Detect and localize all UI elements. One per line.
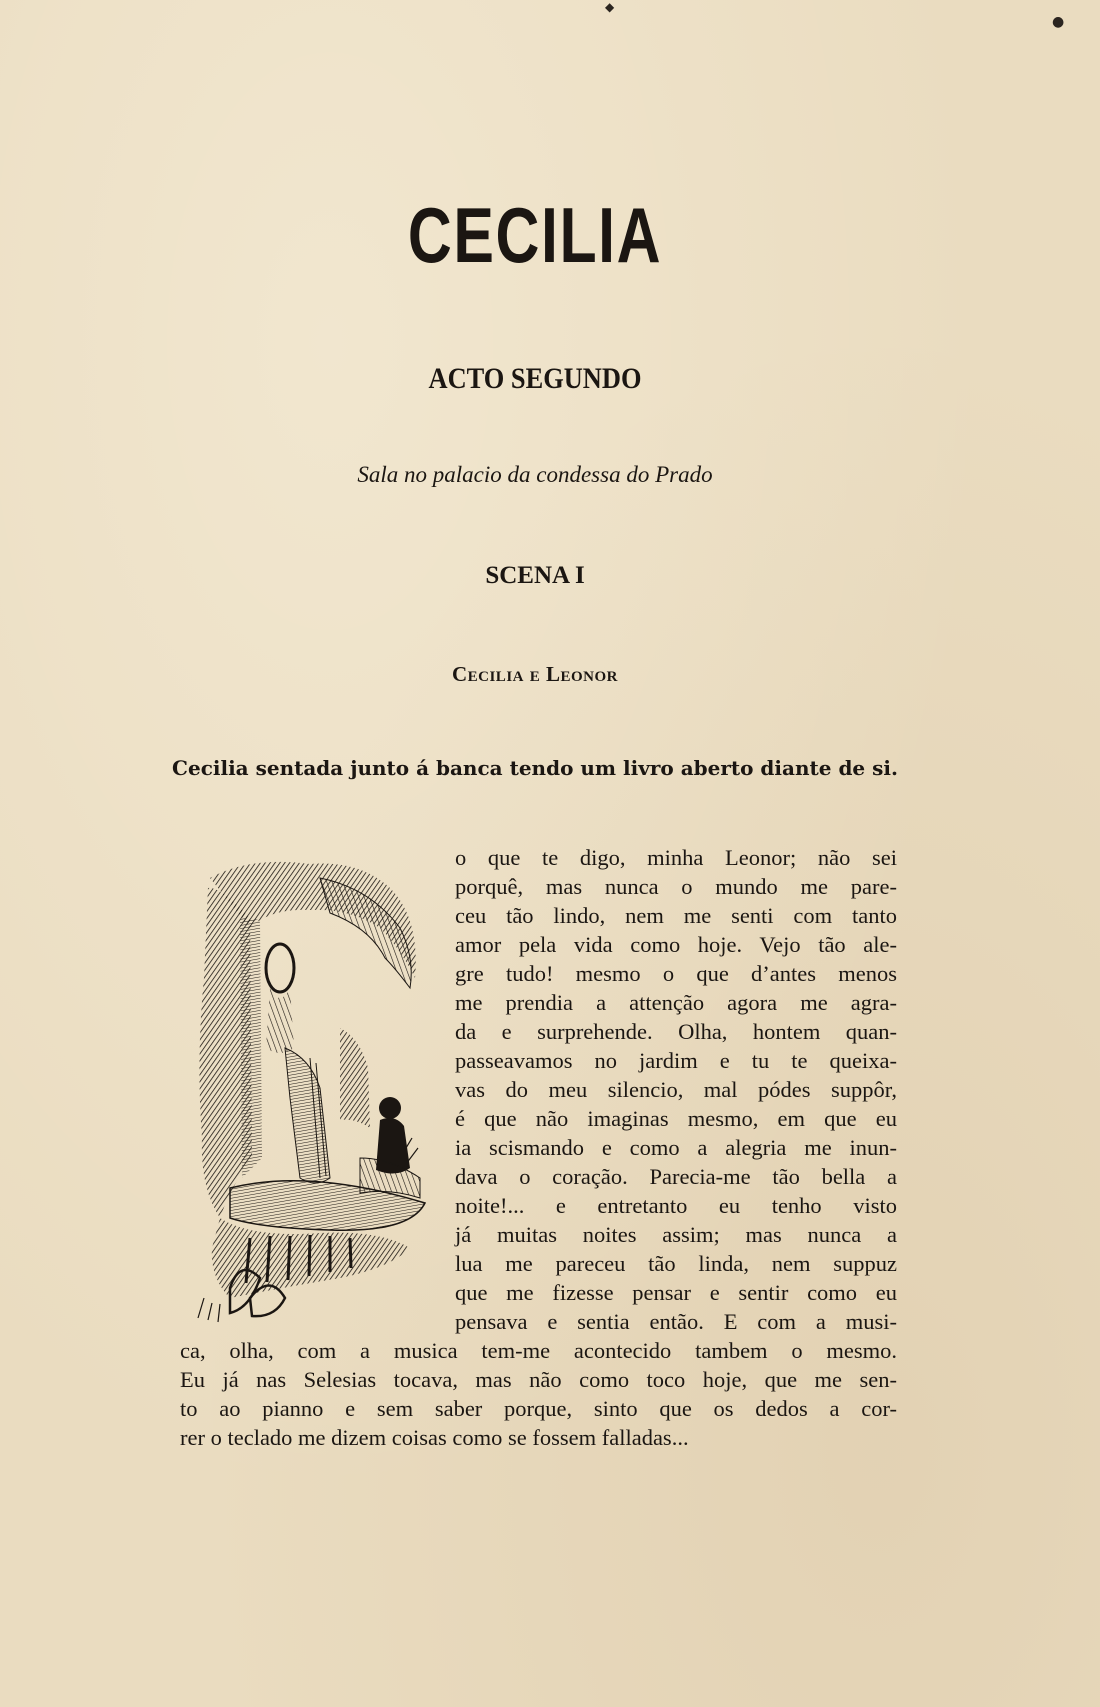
scene-heading: SCENA I (485, 562, 585, 589)
body-line: que me fizesse pensar e sentir como eu (455, 1280, 897, 1305)
body-line: lua me pareceu tão linda, nem suppuz (455, 1251, 897, 1276)
body-line: me prendia a attenção agora me agra- (455, 990, 897, 1015)
body-line: pensava e sentia então. E com a musi- (455, 1309, 897, 1334)
page-title: CECILIA (407, 191, 663, 279)
characters-line: Cecilia e Leonor (451, 662, 619, 686)
body-line: é que não imaginas mesmo, em que eu (455, 1106, 897, 1131)
body-line: gre tudo! mesmo o que d’antes menos (455, 961, 897, 986)
body-line: Eu já nas Selesias tocava, mas não como toco hoje, que me sen- (180, 1367, 897, 1392)
body-line: da e surprehende. Olha, hontem quan- (455, 1019, 897, 1044)
body-line: passeavamos no jardim e tu te queixa- (455, 1048, 897, 1073)
speck: ● (1052, 14, 1065, 30)
body-line: ca, olha, com a musica tem-me acontecido tambem o mesmo. (180, 1338, 897, 1363)
body-line: o que te digo, minha Leonor; não sei (455, 845, 897, 870)
body-line: porquê, mas nunca o mundo me pare- (455, 874, 897, 899)
body-line: ceu tão lindo, nem me senti com tanto (455, 903, 897, 928)
body-line: noite!... e entretanto eu tenho visto (455, 1193, 897, 1218)
body-line: rer o teclado me dizem coisas como se fossem falladas... (180, 1425, 689, 1450)
body-line: amor pela vida como hoje. Vejo tão ale- (455, 932, 897, 957)
body-line: ia scismando e como a alegria me inun- (455, 1135, 897, 1160)
setting-line: Sala no palacio da condessa do Prado (357, 462, 713, 487)
body-line: to ao pianno e sem saber porque, sinto que os dedos a cor- (180, 1396, 897, 1421)
body-line: vas do meu silencio, mal pódes suppôr, (455, 1077, 897, 1102)
illustrated-dropcap-e (190, 858, 440, 1328)
body-line: já muitas noites assim; mas nunca a (455, 1222, 897, 1247)
body-line: dava o coração. Parecia-me tão bella a (455, 1164, 897, 1189)
speck: ◆ (605, 0, 615, 14)
act-heading: ACTO SEGUNDO (428, 362, 642, 395)
stage-direction: Cecilia sentada junto á banca tendo um livro aberto diante de si. (172, 756, 898, 780)
